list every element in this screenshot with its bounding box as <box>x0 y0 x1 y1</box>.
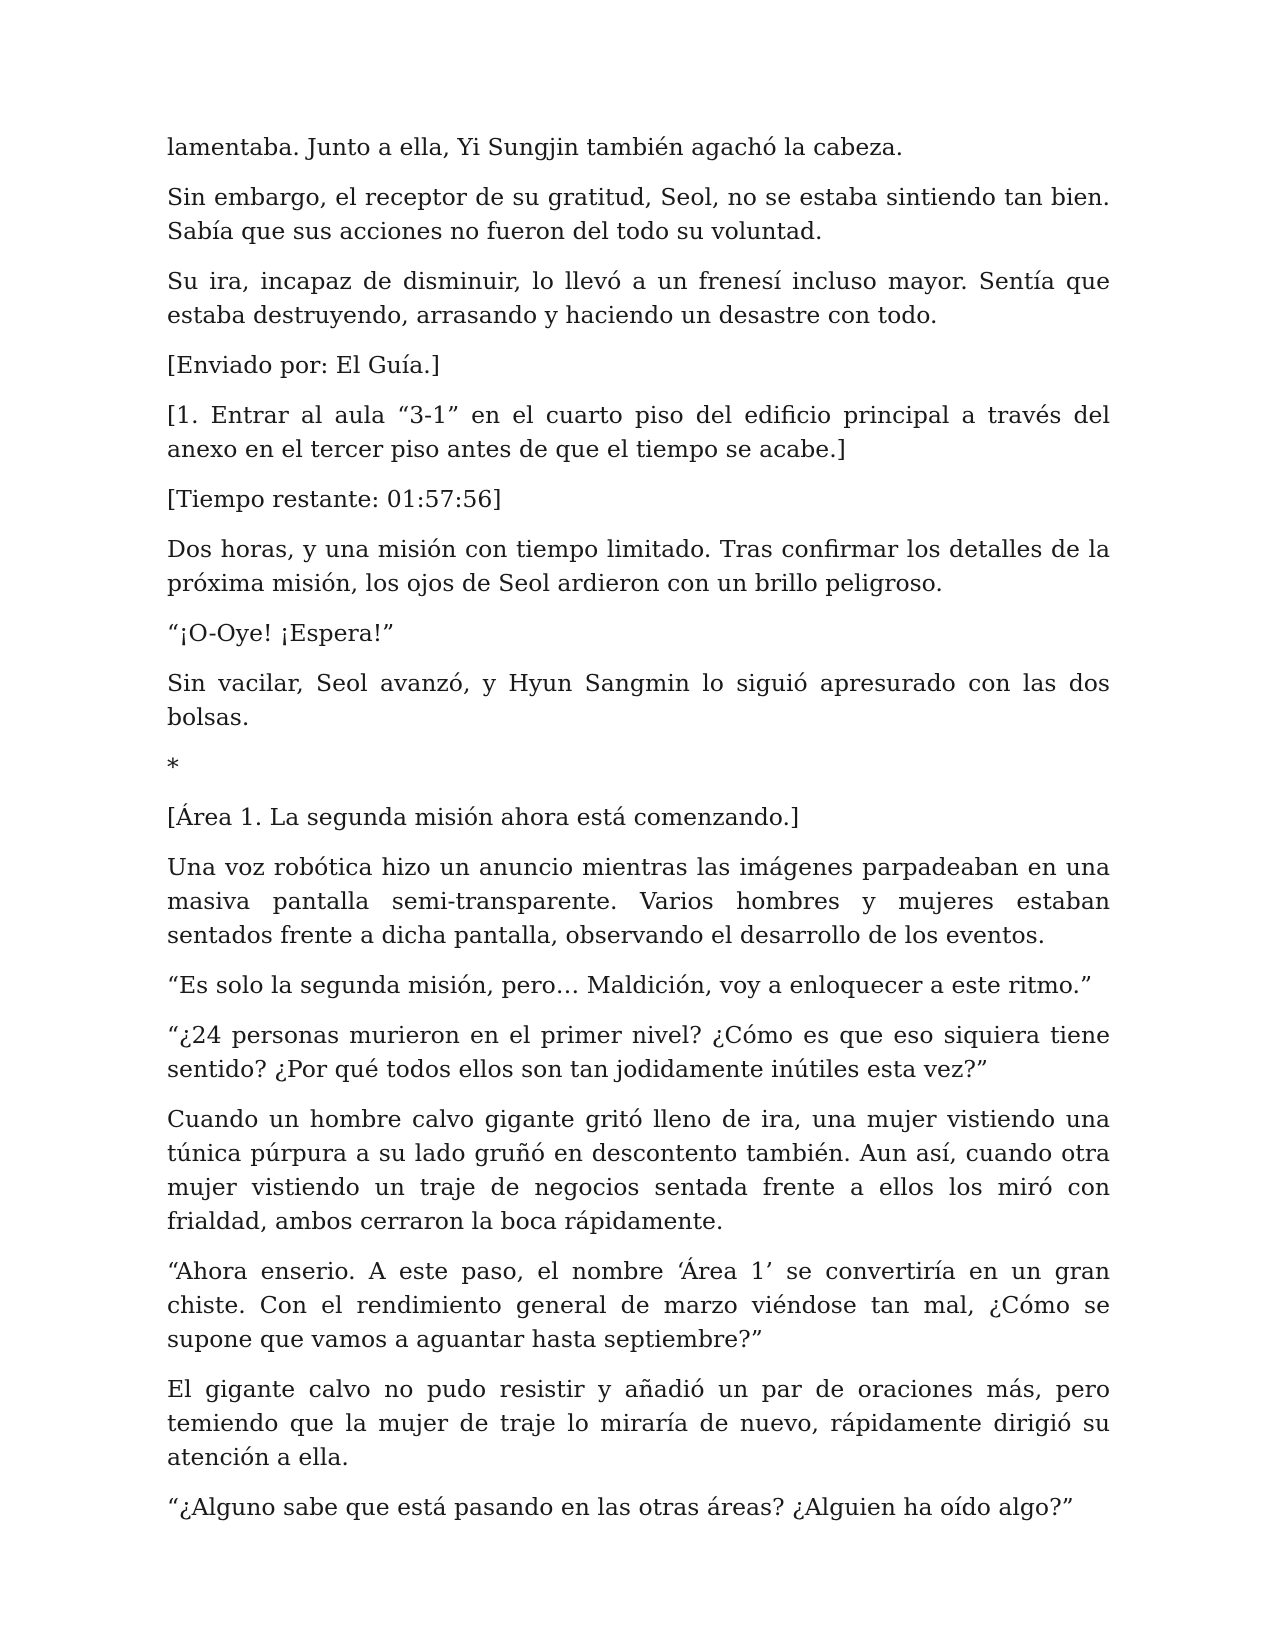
paragraph: El gigante calvo no pudo resistir y añadió un par de oraciones más, pero temiendo que la mujer de traje lo miraría de nuevo, rápidamente dirigió su atención a ella. <box>167 1375 1110 1471</box>
paragraph: Sin vacilar, Seol avanzó, y Hyun Sangmin lo siguió apresurado con las dos bolsas. <box>167 669 1110 731</box>
system-message: [1. Entrar al aula “3-1” en el cuarto piso del edificio principal a través del anexo en el tercer piso antes de que el tiempo se acabe.] <box>167 401 1110 463</box>
dialogue: “¿24 personas murieron en el primer nivel? ¿Cómo es que eso siquiera tiene sentido? ¿Por qué todos ellos son tan jodidamente inútiles esta vez?” <box>167 1021 1110 1083</box>
system-message: [Enviado por: El Guía.] <box>167 351 440 379</box>
dialogue: “¿Alguno sabe que está pasando en las otras áreas? ¿Alguien ha oído algo?” <box>167 1493 1074 1521</box>
paragraph: Sin embargo, el receptor de su gratitud, Seol, no se estaba sintiendo tan bien. Sabía que sus acciones no fueron del todo su voluntad. <box>167 183 1110 245</box>
dialogue: “Es solo la segunda misión, pero… Maldición, voy a enloquecer a este ritmo.” <box>167 971 1092 999</box>
dialogue: “Ahora enserio. A este paso, el nombre ‘Área 1’ se convertiría en un gran chiste. Con el rendimiento general de marzo viéndose tan mal, ¿Cómo se supone que vamos a aguantar hasta septiembre?” <box>167 1257 1110 1353</box>
paragraph: Una voz robótica hizo un anuncio mientras las imágenes parpadeaban en una masiva pantalla semi-transparente. Varios hombres y mujeres estaban sentados frente a dicha pantalla, observando el desarrollo de los eventos. <box>167 853 1110 949</box>
dialogue: “¡O-Oye! ¡Espera!” <box>167 619 395 647</box>
paragraph: Su ira, incapaz de disminuir, lo llevó a un frenesí incluso mayor. Sentía que estaba destruyendo, arrasando y haciendo un desastre con todo. <box>167 267 1110 329</box>
paragraph: lamentaba. Junto a ella, Yi Sungjin también agachó la cabeza. <box>167 133 904 161</box>
system-message: [Área 1. La segunda misión ahora está comenzando.] <box>167 803 800 831</box>
scene-break: * <box>167 753 179 781</box>
system-message: [Tiempo restante: 01:57:56] <box>167 485 502 513</box>
paragraph: Dos horas, y una misión con tiempo limitado. Tras confirmar los detalles de la próxima misión, los ojos de Seol ardieron con un brillo peligroso. <box>167 535 1110 597</box>
paragraph: Cuando un hombre calvo gigante gritó lleno de ira, una mujer vistiendo una túnica púrpura a su lado gruñó en descontento también. Aun así, cuando otra mujer vistiendo un traje de negocios sentada frente a ellos los miró con frialdad, ambos cerraron la boca rápidamente. <box>167 1105 1110 1235</box>
document-body <box>167 130 1110 1540</box>
